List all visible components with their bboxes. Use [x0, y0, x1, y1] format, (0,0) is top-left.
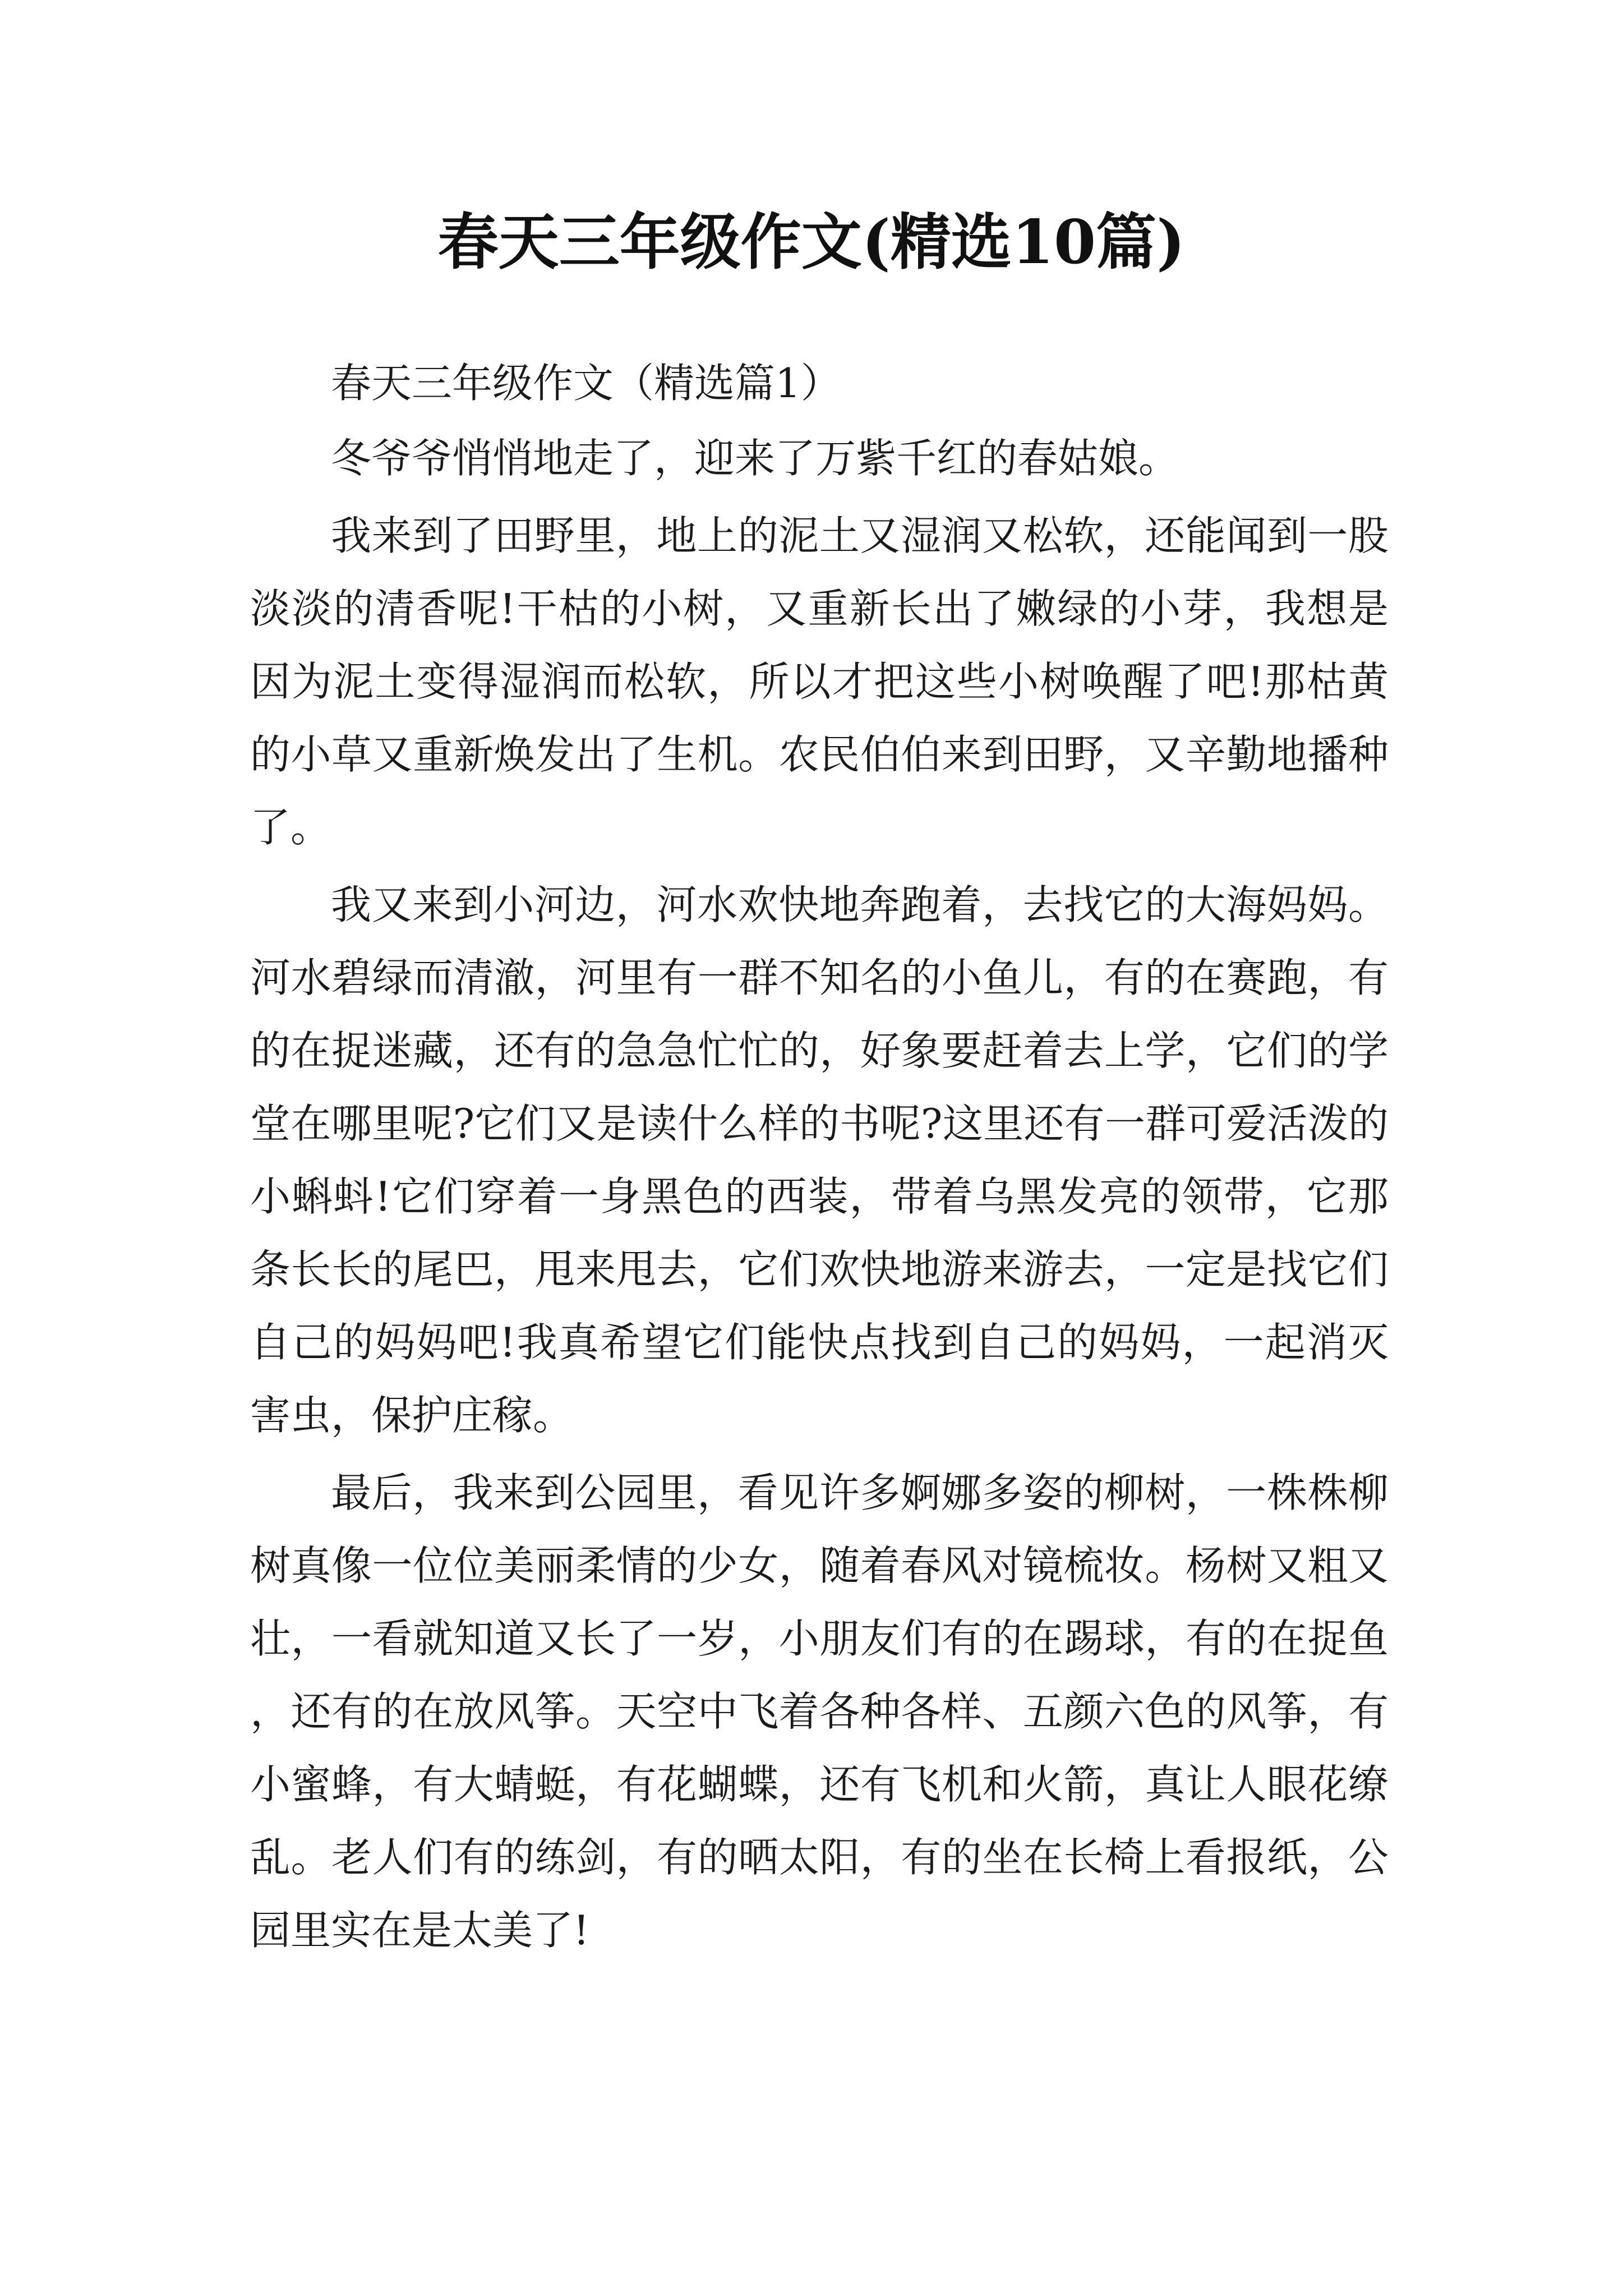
paragraph-4: 最后，我来到公园里，看见许多婀娜多姿的柳树，一株株柳树真像一位位美丽柔情的少女，随着春风对镜梳妆。杨树又粗又壮，一看就知道又长了一岁，小朋友们有的在踢球，有的在捉鱼，还有的在放风筝。天空中飞着各种各样、五颜六色的风筝，有小蜜蜂，有大蜻蜓，有花蝴蝶，还有飞机和火箭，真让人眼花缭乱。老人们有的练剑，有的晒太阳，有的坐在长椅上看报纸，公园里实在是太美了! — [250, 1469, 1389, 1954]
paragraph-2: 我来到了田野里，地上的泥土又湿润又松软，还能闻到一股淡淡的清香呢!干枯的小树，又重新长出了嫩绿的小芽，我想是因为泥土变得湿润而松软，所以才把这些小树唤醒了吧!那枯黄的小草又重新焕发出了生机。农民伯伯来到田野，又辛勤地播种了。 — [250, 512, 1389, 851]
document-title: 春天三年级作文(精选10篇) — [437, 207, 1186, 278]
paragraph-3: 我又来到小河边，河水欢快地奔跑着，去找它的大海妈妈。河水碧绿而清澈，河里有一群不知名的小鱼儿，有的在赛跑，有的在捉迷藏，还有的急急忙忙的，好象要赶着去上学，它们的学堂在哪里呢?它们又是读什么样的书呢?这里还有一群可爱活泼的小蝌蚪!它们穿着一身黑色的西装，带着乌黑发亮的领带，它那条长长的尾巴，甩来甩去，它们欢快地游来游去，一定是找它们自己的妈妈吧!我真希望它们能快点找到自己的妈妈，一起消灭害虫，保护庄稼。 — [250, 881, 1389, 1439]
paragraph-1: 冬爷爷悄悄地走了，迎来了万紫千红的春姑娘。 — [331, 435, 1179, 482]
document-body — [250, 347, 1389, 1971]
section-heading: 春天三年级作文（精选篇1） — [331, 360, 841, 407]
